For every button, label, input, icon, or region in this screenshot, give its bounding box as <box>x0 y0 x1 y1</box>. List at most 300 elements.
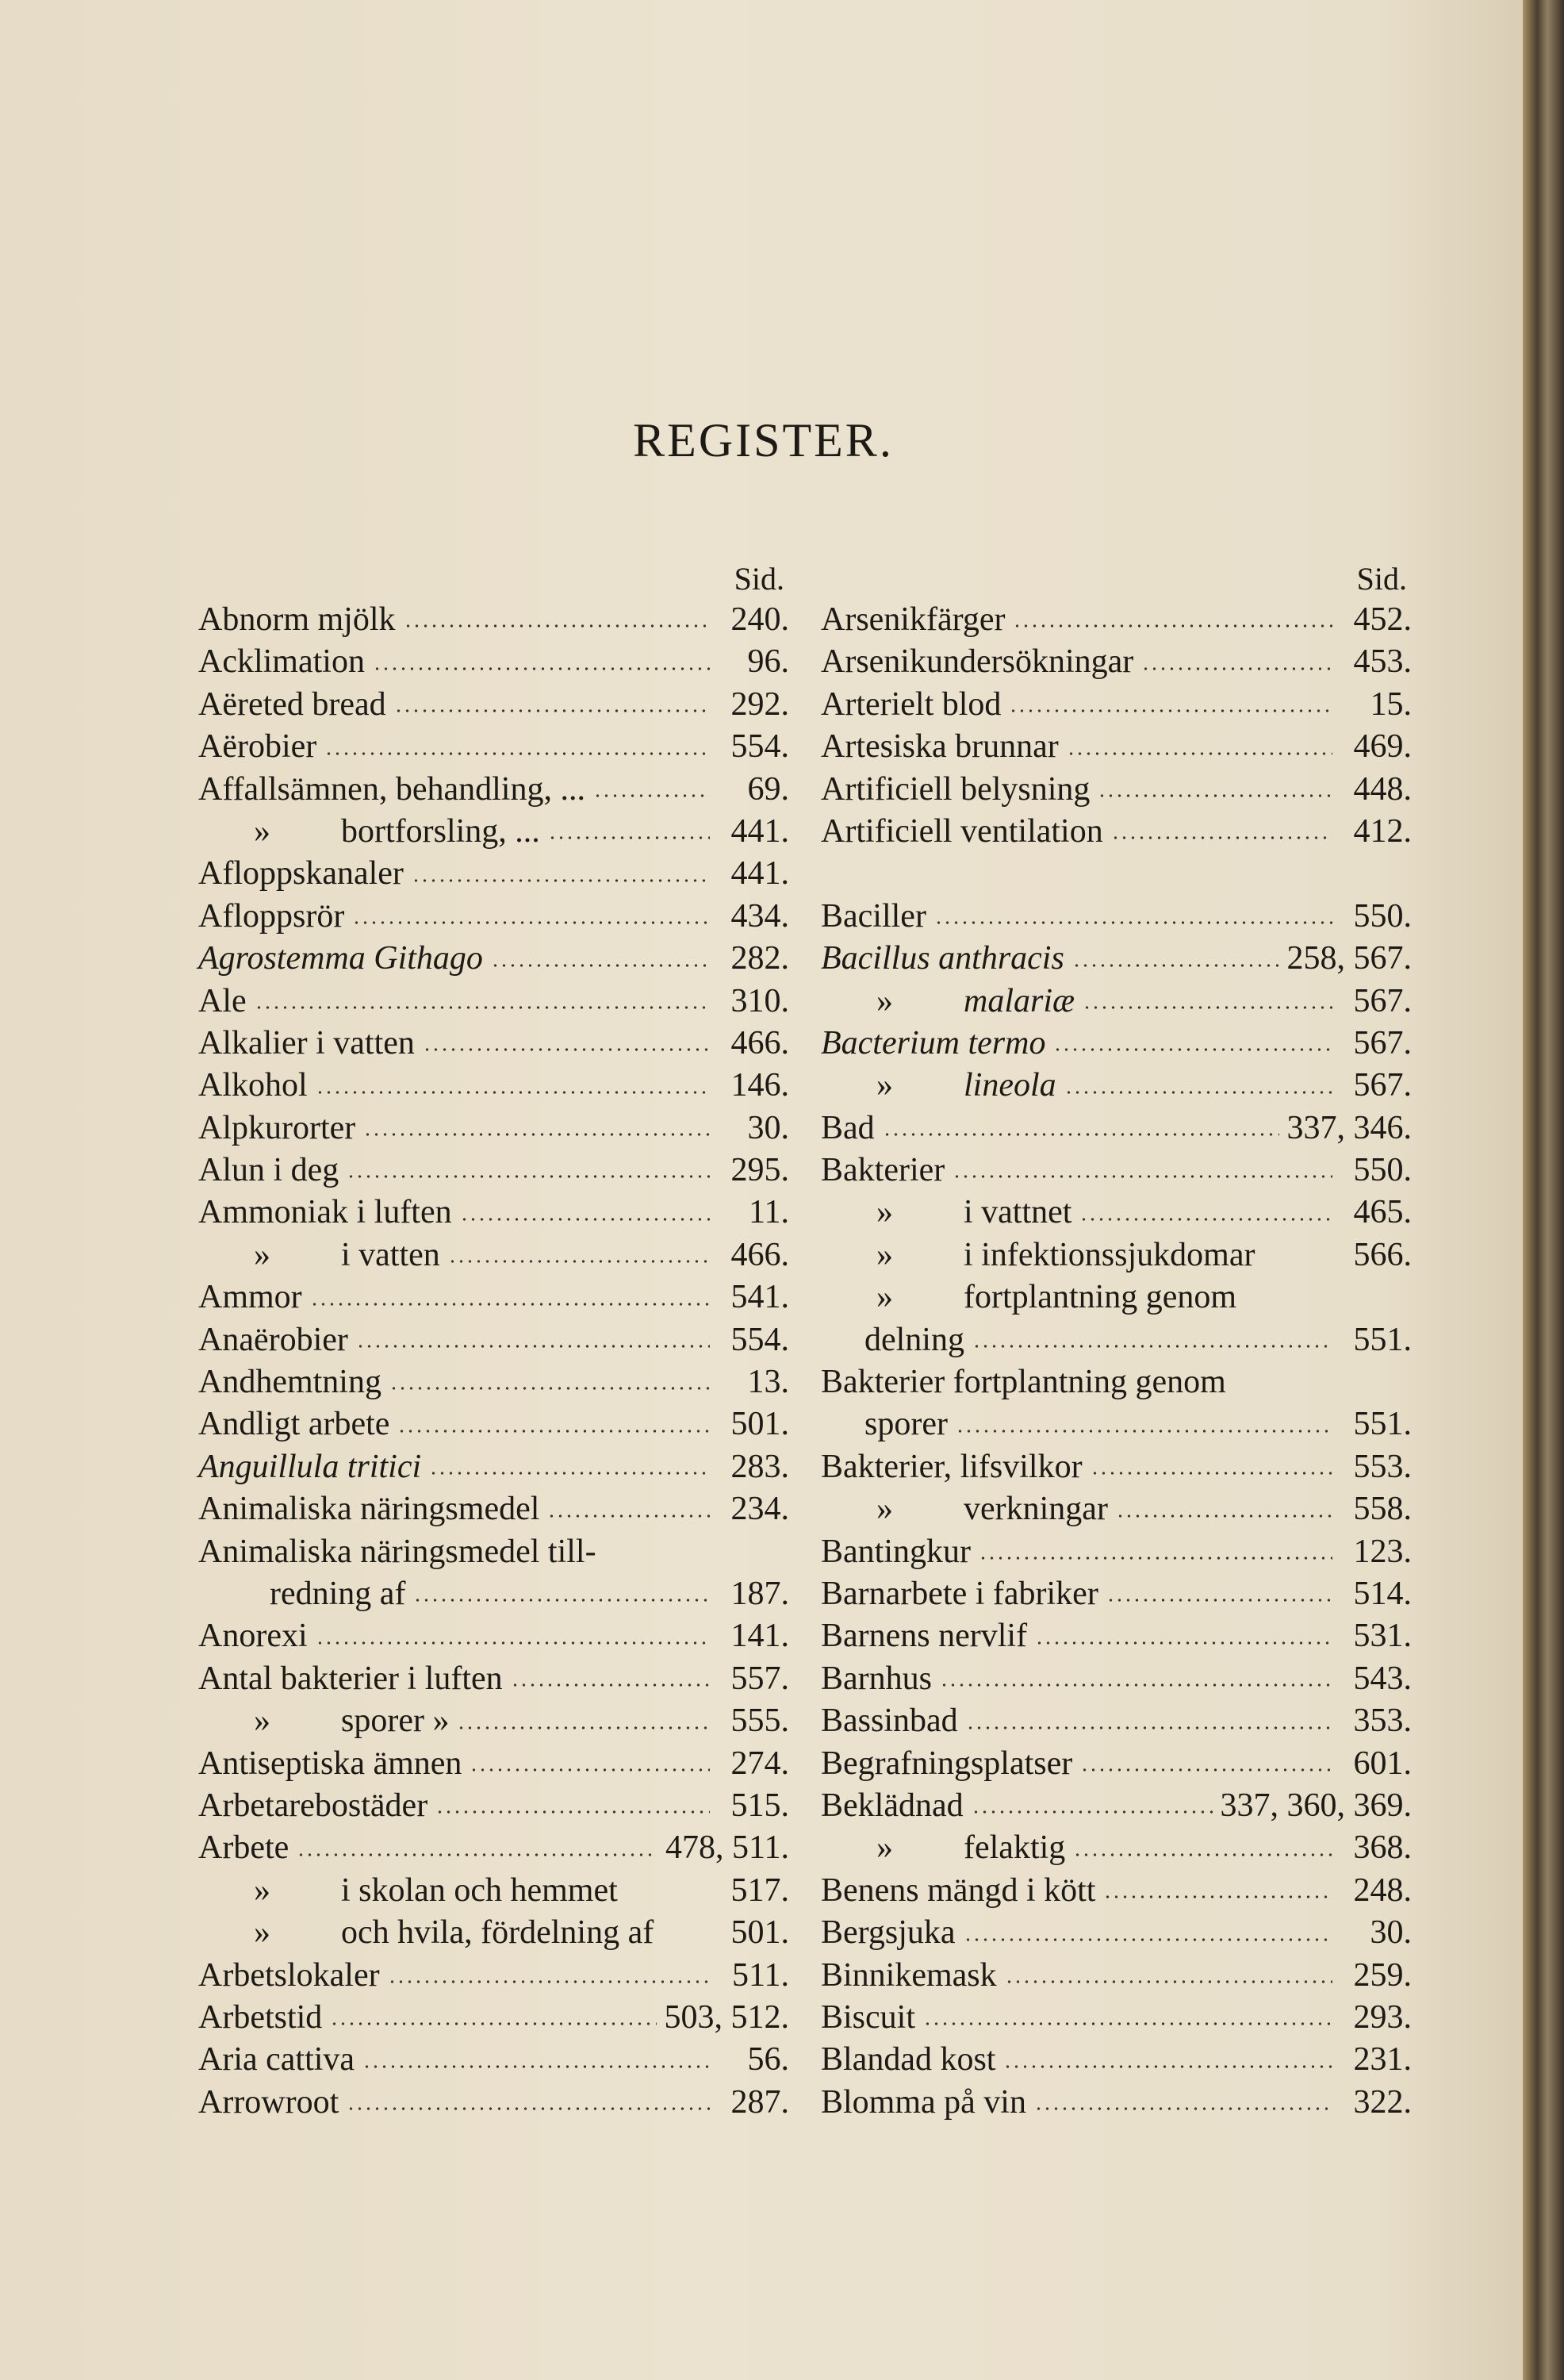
index-entry <box>821 1234 1412 1276</box>
ditto-mark: » <box>876 1829 893 1867</box>
page-number: 567. <box>1353 982 1412 1019</box>
dot-leader <box>972 1342 1332 1350</box>
page-number: 283. <box>730 1448 789 1485</box>
dot-leader <box>923 2020 1332 2028</box>
page-number: 452. <box>1353 601 1412 638</box>
sid-header-right: Sid. <box>1356 561 1407 597</box>
index-rows-right <box>821 599 1412 2124</box>
page-number: 515. <box>730 1787 789 1824</box>
index-entry <box>198 684 789 726</box>
ditto-mark: » <box>254 1914 270 1952</box>
dot-leader <box>593 792 710 800</box>
entry-label: Beklädnad <box>821 1787 964 1824</box>
entry-label: Bakterier <box>821 1152 945 1189</box>
entry-label: Arbetstid <box>198 1998 323 2036</box>
entry-label: Artesiska brunnar <box>821 728 1059 766</box>
entry-label: Arbetarebostäder <box>198 1787 428 1824</box>
page-number: 551. <box>1353 1406 1412 1443</box>
dot-leader <box>883 1130 1279 1138</box>
index-entry <box>821 1361 1412 1403</box>
index-entry <box>821 769 1412 811</box>
dot-leader <box>491 962 710 969</box>
page-number: 15. <box>1370 685 1412 723</box>
entry-label: Acklimation <box>198 643 365 681</box>
index-entry <box>821 1700 1412 1742</box>
index-entry <box>821 981 1412 1023</box>
entry-label: Aërobier <box>198 728 317 766</box>
entry-label: i vatten <box>341 1236 440 1273</box>
page-number: 567. <box>1353 1024 1412 1061</box>
index-entry <box>198 1615 789 1657</box>
dot-leader <box>940 1681 1332 1689</box>
entry-label: Andligt arbete <box>198 1406 390 1443</box>
page-number: 368. <box>1353 1829 1412 1867</box>
index-entry <box>198 1276 789 1319</box>
ditto-mark: » <box>876 1067 893 1104</box>
index-entry <box>821 938 1412 980</box>
page-number: 555. <box>730 1702 789 1740</box>
page-number: 441. <box>730 855 789 892</box>
page-number: 557. <box>730 1660 789 1697</box>
page-number: 187. <box>730 1575 789 1612</box>
page-number: 566. <box>1353 1236 1412 1273</box>
index-entry <box>821 1276 1412 1319</box>
entry-label: Bad <box>821 1109 875 1146</box>
index-entry <box>198 981 789 1023</box>
entry-label: Antiseptiska ämnen <box>198 1745 462 1782</box>
index-entry <box>821 1403 1412 1445</box>
entry-label: Ammoniak i luften <box>198 1194 452 1231</box>
entry-label: Arrowroot <box>198 2083 339 2121</box>
dot-leader <box>255 1004 710 1012</box>
page-number: 248. <box>1353 1871 1412 1909</box>
index-entry <box>821 1107 1412 1150</box>
entry-label: Bakterier fortplantning genom <box>821 1364 1226 1401</box>
index-entry <box>821 1615 1412 1657</box>
entry-label: Anaërobier <box>198 1321 348 1358</box>
entry-label: fortplantning genom <box>964 1279 1237 1316</box>
index-entry <box>198 1150 789 1192</box>
entry-label: Artificiell ventilation <box>821 812 1103 850</box>
index-entry <box>198 641 789 683</box>
entry-label: Barnhus <box>821 1660 932 1697</box>
dot-leader <box>511 1681 710 1689</box>
dot-leader <box>448 1257 710 1265</box>
entry-label: i vattnet <box>964 1194 1072 1231</box>
entry-label: Arsenikundersökningar <box>821 643 1134 681</box>
dot-leader <box>423 1046 710 1054</box>
entry-label: Ammor <box>198 1279 302 1316</box>
entry-label: och hvila, fördelning af <box>341 1914 654 1952</box>
index-entry <box>198 1573 789 1615</box>
entry-label: Animaliska näringsmedel <box>198 1491 540 1528</box>
entry-label: Animaliska näringsmedel till- <box>198 1533 596 1570</box>
dot-leader <box>1035 1639 1332 1647</box>
page-number: 550. <box>1353 1152 1412 1189</box>
dot-leader <box>394 707 710 715</box>
page-number: 441. <box>730 812 789 850</box>
entry-label: Andhemtning <box>198 1364 381 1401</box>
index-rows-left <box>198 599 789 2124</box>
index-entry <box>198 1912 789 1954</box>
index-entry <box>198 1192 789 1234</box>
page-number: 56. <box>747 2041 789 2079</box>
ditto-mark: » <box>876 1279 893 1316</box>
page-number: 517. <box>730 1871 789 1909</box>
dot-leader <box>362 2063 710 2071</box>
entry-label: Bakterier, lifsvilkor <box>821 1448 1083 1485</box>
sid-header-left: Sid. <box>734 561 784 597</box>
entry-label: verkningar <box>964 1491 1108 1528</box>
page-number: 292. <box>730 685 789 723</box>
page-number: 567. <box>1353 1067 1412 1104</box>
page-number: 543. <box>1353 1660 1412 1697</box>
book-edge <box>1523 0 1564 2380</box>
index-entry <box>821 1870 1412 1912</box>
index-entry <box>821 1658 1412 1700</box>
page-number: 453. <box>1353 643 1412 681</box>
dot-leader <box>1079 1215 1332 1223</box>
dot-leader <box>297 1851 657 1859</box>
index-entry <box>821 853 1412 895</box>
entry-label: Blandad kost <box>821 2041 996 2079</box>
entry-label: Alkohol <box>198 1067 308 1104</box>
index-entry <box>198 1531 789 1573</box>
page-number: 550. <box>1353 897 1412 935</box>
dot-leader <box>1064 1088 1332 1096</box>
entry-label: Anorexi <box>198 1618 308 1655</box>
page-number: 30. <box>747 1109 789 1146</box>
entry-label: Aëreted bread <box>198 685 386 723</box>
index-entry <box>821 1319 1412 1361</box>
dot-leader <box>470 1766 710 1774</box>
dot-leader <box>1106 1596 1332 1604</box>
dot-leader <box>1111 834 1332 842</box>
index-entry <box>821 641 1412 683</box>
entry-label: Anguillula tritici <box>198 1448 422 1485</box>
index-entry <box>198 1870 789 1912</box>
entry-label: Alkalier i vatten <box>198 1024 415 1061</box>
index-entry <box>821 1743 1412 1785</box>
entry-label: Binnikemask <box>821 1956 997 1994</box>
index-entry <box>821 1150 1412 1192</box>
dot-leader <box>1098 792 1332 800</box>
page-number: 69. <box>747 770 789 808</box>
entry-label: Baciller <box>821 897 926 935</box>
dot-leader <box>347 2105 710 2113</box>
index-entry <box>198 1446 789 1488</box>
dot-leader <box>972 1808 1213 1816</box>
dot-leader <box>964 1936 1332 1944</box>
page-number: 146. <box>730 1067 789 1104</box>
index-entry <box>821 1785 1412 1827</box>
dot-leader <box>1072 962 1279 969</box>
dot-leader <box>316 1639 710 1647</box>
page-number: 469. <box>1353 728 1412 766</box>
dot-leader <box>404 622 711 630</box>
index-entry <box>198 1743 789 1785</box>
index-entry <box>198 1955 789 1997</box>
dot-leader <box>1053 1046 1332 1054</box>
page-number: 231. <box>1353 2041 1412 2079</box>
dot-leader <box>412 877 710 885</box>
page-number: 274. <box>730 1745 789 1782</box>
entry-label: malariæ <box>964 982 1075 1019</box>
dot-leader <box>1067 750 1332 758</box>
page-number: 466. <box>730 1024 789 1061</box>
page-number: 554. <box>730 728 789 766</box>
page-number: 558. <box>1353 1491 1412 1528</box>
entry-label: Bantingkur <box>821 1533 971 1570</box>
ditto-mark: » <box>254 1236 270 1273</box>
page-number: 30. <box>1370 1914 1412 1952</box>
dot-leader <box>626 1893 710 1901</box>
index-entry <box>821 2039 1412 2081</box>
page-number: 466. <box>730 1236 789 1273</box>
dot-leader <box>1003 2063 1332 2071</box>
entry-label: Barnarbete i fabriker <box>821 1575 1098 1612</box>
entry-label: Aria cattiva <box>198 2041 355 2079</box>
index-entry <box>198 1700 789 1742</box>
dot-leader <box>1091 1469 1332 1477</box>
dot-leader <box>1234 1384 1332 1392</box>
dot-leader <box>934 919 1332 927</box>
page-number: 551. <box>1353 1321 1412 1358</box>
dot-leader <box>1141 665 1332 673</box>
page-number: 353. <box>1353 1702 1412 1740</box>
page-number: 501. <box>730 1406 789 1443</box>
ditto-mark: » <box>876 1491 893 1528</box>
index-entry <box>198 1997 789 2039</box>
index-entry <box>198 1234 789 1276</box>
index-entry <box>198 811 789 853</box>
page-number: 123. <box>1353 1533 1412 1570</box>
entry-label: Affallsämnen, behandling, ... <box>198 770 585 808</box>
index-entry <box>821 726 1412 768</box>
index-entry <box>821 599 1412 641</box>
dot-leader <box>1083 1004 1332 1012</box>
page-number: 141. <box>730 1618 789 1655</box>
page-number: 434. <box>730 897 789 935</box>
index-column-left <box>198 559 789 2124</box>
entry-label: Artificiell belysning <box>821 770 1091 808</box>
index-entry <box>198 1658 789 1700</box>
page-number: 514. <box>1353 1575 1412 1612</box>
ditto-mark: » <box>254 812 270 850</box>
dot-leader <box>661 1936 710 1944</box>
dot-leader <box>347 1173 710 1180</box>
page-number: 287. <box>730 2083 789 2121</box>
dot-leader <box>604 1554 710 1562</box>
page-number: 465. <box>1353 1194 1412 1231</box>
dot-leader <box>1005 1978 1332 1986</box>
dot-leader <box>1034 2105 1332 2113</box>
entry-label: Benens mängd i kött <box>821 1871 1096 1909</box>
entry-label: Blomma på vin <box>821 2083 1026 2121</box>
page-number: 448. <box>1353 770 1412 808</box>
index-entry <box>821 1997 1412 2039</box>
entry-label: i infektionssjukdomar <box>964 1236 1255 1273</box>
page-number: 234. <box>730 1491 789 1528</box>
entry-label: Afloppsrör <box>198 897 345 935</box>
dot-leader <box>1013 622 1332 630</box>
entry-label: Bergsjuka <box>821 1914 956 1952</box>
index-entry <box>198 599 789 641</box>
index-entry <box>198 896 789 938</box>
entry-label: lineola <box>964 1067 1056 1104</box>
index-column-right <box>821 559 1412 2124</box>
ditto-mark: » <box>254 1702 270 1740</box>
page-number: 11. <box>749 1194 789 1231</box>
page-number: 96. <box>747 643 789 681</box>
index-entry <box>198 1488 789 1530</box>
index-entry <box>821 2082 1412 2124</box>
index-entry <box>821 896 1412 938</box>
index-entry <box>198 769 789 811</box>
entry-label: Afloppskanaler <box>198 855 404 892</box>
entry-label: Arbetslokaler <box>198 1956 380 1994</box>
ditto-mark: » <box>876 982 893 1019</box>
entry-label: Arsenikfärger <box>821 601 1006 638</box>
dot-leader <box>373 665 710 673</box>
entry-label: felaktig <box>964 1829 1066 1867</box>
page-number: 531. <box>1353 1618 1412 1655</box>
index-entry <box>821 1573 1412 1615</box>
ditto-mark: » <box>254 1871 270 1909</box>
entry-label: Ale <box>198 982 247 1019</box>
page-number: 310. <box>730 982 789 1019</box>
entry-label: Alpkurorter <box>198 1109 356 1146</box>
index-entry <box>821 1955 1412 1997</box>
page-number: 553. <box>1353 1448 1412 1485</box>
index-entry <box>821 1023 1412 1065</box>
dot-leader <box>1244 1300 1332 1308</box>
page-number: 412. <box>1353 812 1412 850</box>
index-entry <box>821 811 1412 853</box>
entry-label: Agrostemma Githago <box>198 940 483 977</box>
entry-label: delning <box>864 1321 964 1358</box>
index-entry <box>198 2039 789 2081</box>
index-entry <box>198 726 789 768</box>
index-entry <box>198 853 789 895</box>
page-number: 501. <box>730 1914 789 1952</box>
page-title: REGISTER. <box>633 414 894 466</box>
dot-leader <box>1263 1257 1332 1265</box>
dot-leader <box>979 1554 1332 1562</box>
page-number: 295. <box>730 1152 789 1189</box>
dot-leader <box>324 750 710 758</box>
entry-label: Bacillus anthracis <box>821 940 1064 977</box>
page-number: 503, 512. <box>664 1998 789 2036</box>
page-number: 337, 346. <box>1286 1109 1412 1146</box>
page-number: 478, 511. <box>665 1829 789 1867</box>
entry-label: Antal bakterier i luften <box>198 1660 503 1697</box>
dot-leader <box>1073 1851 1332 1859</box>
dot-leader <box>460 1215 710 1223</box>
entry-label: Barnens nervlif <box>821 1618 1028 1655</box>
index-entry <box>821 684 1412 726</box>
dot-leader <box>435 1808 710 1816</box>
page-number: 511. <box>732 1956 789 1994</box>
page-number: 541. <box>730 1279 789 1316</box>
page-number: 293. <box>1353 1998 1412 2036</box>
dot-leader <box>966 1724 1332 1732</box>
ditto-mark: » <box>876 1236 893 1273</box>
entry-label: sporer <box>864 1406 948 1443</box>
dot-leader <box>310 1300 710 1308</box>
entry-label: i skolan och hemmet <box>341 1871 618 1909</box>
dot-leader <box>316 1088 710 1096</box>
dot-leader <box>1103 1893 1332 1901</box>
page-number: 282. <box>730 940 789 977</box>
page-number: 13. <box>747 1364 789 1401</box>
entry-label: Arbete <box>198 1829 289 1867</box>
dot-leader <box>356 1342 710 1350</box>
index-entry <box>821 1531 1412 1573</box>
dot-leader <box>363 1130 710 1138</box>
entry-label: Begrafningsplatser <box>821 1745 1073 1782</box>
dot-leader <box>1080 1766 1332 1774</box>
index-entry <box>821 1912 1412 1954</box>
index-entry <box>198 938 789 980</box>
index-entry <box>198 1107 789 1150</box>
entry-label: bortforsling, ... <box>341 812 540 850</box>
page-number: 554. <box>730 1321 789 1358</box>
entry-label: Abnorm mjölk <box>198 601 396 638</box>
dot-leader <box>548 834 710 842</box>
page-number: 322. <box>1353 2083 1412 2121</box>
dot-leader <box>547 1512 710 1520</box>
dot-leader <box>1116 1512 1332 1520</box>
dot-leader <box>457 1724 710 1732</box>
page-number: 258, 567. <box>1286 940 1412 977</box>
dot-leader <box>389 1384 710 1392</box>
dot-leader <box>330 2020 656 2028</box>
dot-leader <box>1009 707 1332 715</box>
index-entry <box>821 1192 1412 1234</box>
index-entry <box>198 1319 789 1361</box>
dot-leader <box>956 1427 1332 1435</box>
index-entry <box>198 1065 789 1107</box>
index-entry <box>198 2082 789 2124</box>
index-entry <box>198 1827 789 1869</box>
entry-label: sporer » <box>341 1702 450 1740</box>
entry-label: Bacterium termo <box>821 1024 1046 1061</box>
dot-leader <box>953 1173 1332 1180</box>
page-number: 240. <box>730 601 789 638</box>
index-entry <box>821 1827 1412 1869</box>
entry-label: Arterielt blod <box>821 685 1002 723</box>
entry-label: Biscuit <box>821 1998 916 2036</box>
index-entry <box>821 1488 1412 1530</box>
page-number: 259. <box>1353 1956 1412 1994</box>
dot-leader <box>429 1469 710 1477</box>
entry-label: redning af <box>270 1575 406 1612</box>
index-entry <box>821 1446 1412 1488</box>
dot-leader <box>352 919 710 927</box>
ditto-mark: » <box>876 1194 893 1231</box>
index-entry <box>821 1065 1412 1107</box>
dot-leader <box>388 1978 710 1986</box>
page-number: 601. <box>1353 1745 1412 1782</box>
dot-leader <box>413 1596 710 1604</box>
index-entry <box>198 1361 789 1403</box>
page-number: 337, 360, 369. <box>1220 1787 1412 1824</box>
dot-leader <box>397 1427 710 1435</box>
index-entry <box>198 1785 789 1827</box>
index-entry <box>198 1403 789 1445</box>
index-entry <box>198 1023 789 1065</box>
